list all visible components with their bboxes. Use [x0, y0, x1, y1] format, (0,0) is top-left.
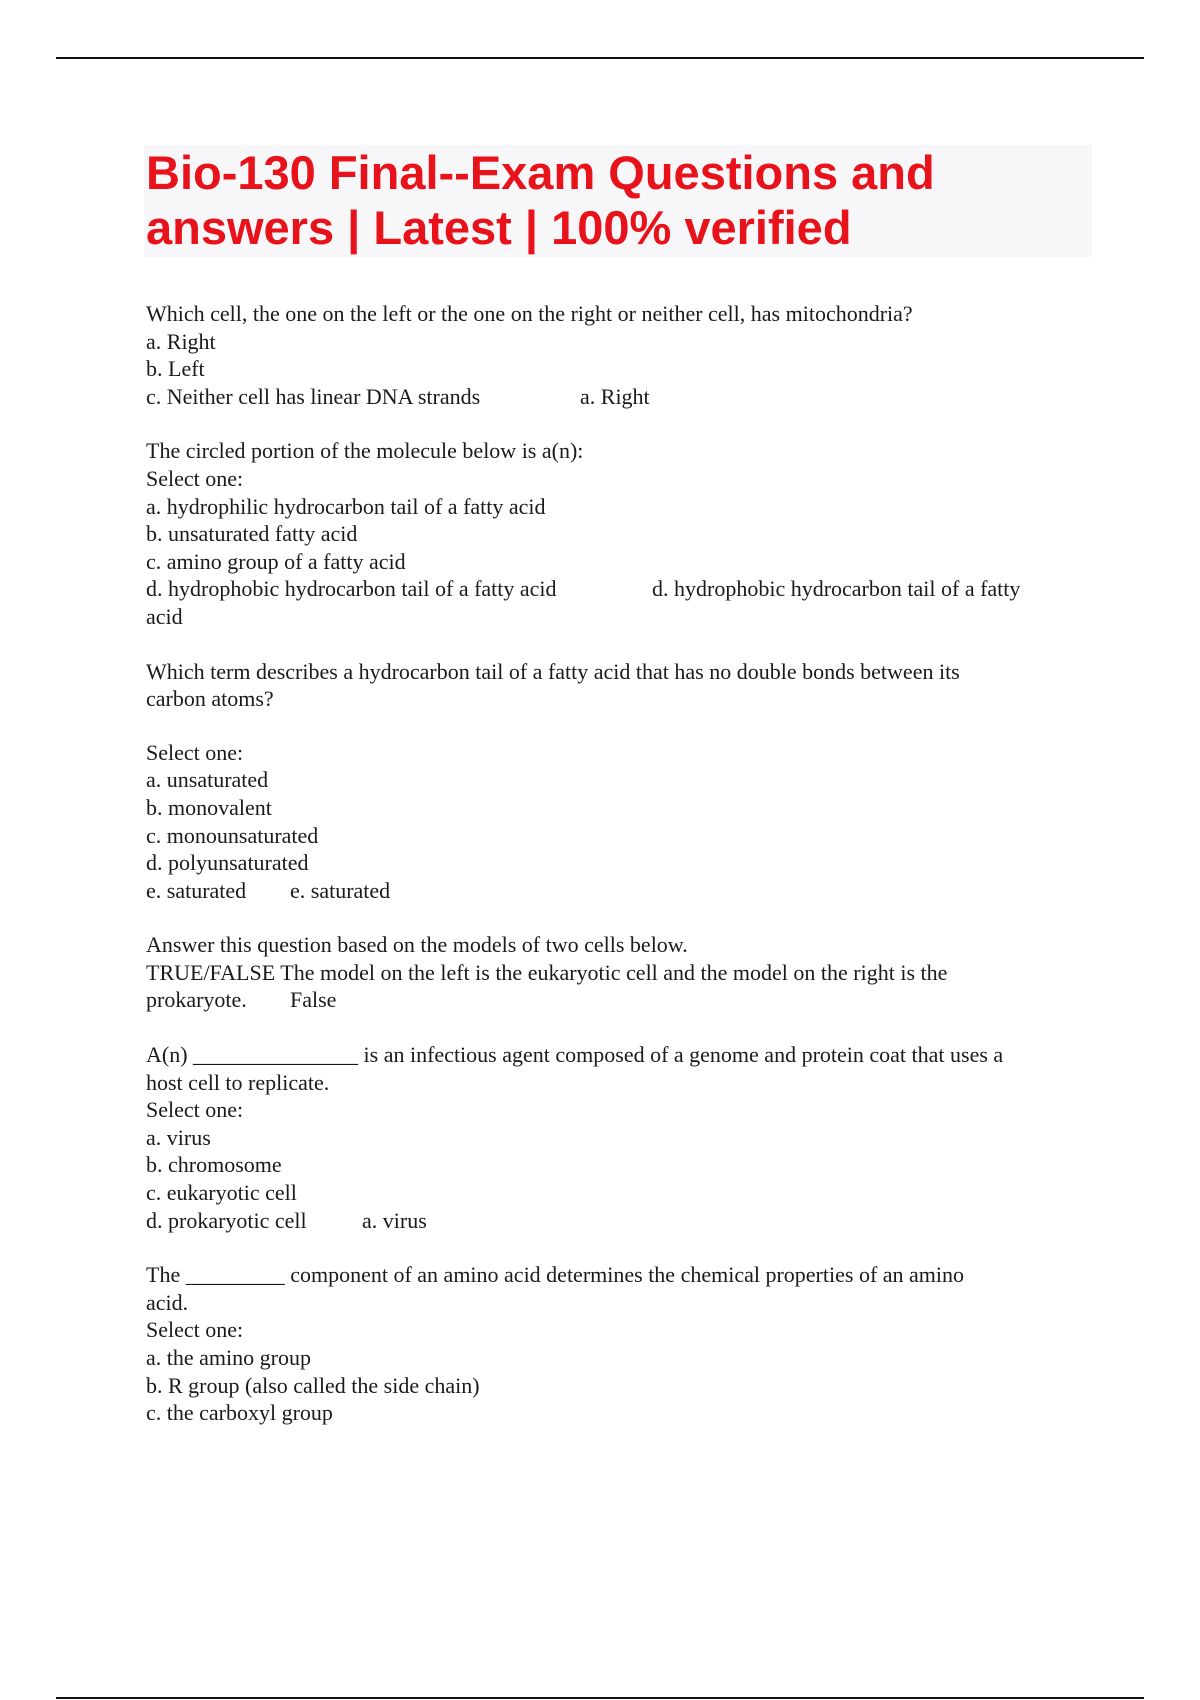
- question-4: [146, 931, 1096, 1014]
- answer: a. Right: [580, 383, 650, 409]
- option: a. the amino group: [146, 1345, 311, 1370]
- answer: e. saturated: [290, 877, 391, 903]
- title-line-1: Bio-130 Final--Exam Questions and: [146, 146, 935, 199]
- option: a. Right: [146, 328, 216, 354]
- question-text: A(n) _______________ is an infectious agent composed of a genome and protein coat that uses a: [146, 1042, 1004, 1068]
- option: c. monounsaturated: [146, 822, 319, 848]
- question-text: TRUE/FALSE The model on the left is the eukaryotic cell and the model on the right is the: [146, 959, 948, 985]
- question-text: acid.: [146, 1289, 189, 1315]
- select-prompt: Select one:: [146, 465, 244, 491]
- question-5: [146, 1041, 1096, 1234]
- select-prompt: Select one:: [146, 1097, 244, 1123]
- option: c. eukaryotic cell: [146, 1180, 297, 1206]
- option: b. R group (also called the side chain): [146, 1372, 480, 1398]
- option: b. Left: [146, 356, 205, 382]
- top-rule: [56, 57, 1144, 59]
- question-3: [146, 658, 1096, 905]
- option: c. the carboxyl group: [146, 1400, 333, 1426]
- question-text: Which term describes a hydrocarbon tail of a fatty acid that has no double bonds between its: [146, 658, 960, 684]
- answer: False: [290, 987, 337, 1013]
- option: a. virus: [146, 1124, 211, 1150]
- question-text: The _________ component of an amino acid determines the chemical properties of an amino: [146, 1262, 965, 1288]
- option: c. amino group of a fatty acid: [146, 548, 406, 574]
- option: c. Neither cell has linear DNA strands: [146, 383, 481, 409]
- question-1: [146, 300, 1096, 410]
- question-text: prokaryote.: [146, 987, 247, 1013]
- question-6: [146, 1261, 1096, 1427]
- answer: d. hydrophobic hydrocarbon tail of a fatty: [652, 576, 1021, 602]
- answer: a. virus: [362, 1207, 427, 1233]
- question-text: The circled portion of the molecule below is a(n):: [146, 438, 584, 464]
- option: d. hydrophobic hydrocarbon tail of a fatty acid: [146, 576, 557, 602]
- select-prompt: Select one:: [146, 739, 244, 765]
- question-list: [146, 300, 1096, 1427]
- option: e. saturated: [146, 877, 247, 903]
- question-text: carbon atoms?: [146, 686, 274, 712]
- answer-continued: acid: [146, 603, 183, 629]
- option: b. chromosome: [146, 1152, 282, 1178]
- option: d. prokaryotic cell: [146, 1207, 307, 1233]
- option: a. hydrophilic hydrocarbon tail of a fatty acid: [146, 493, 546, 519]
- bottom-rule: [56, 1697, 1144, 1699]
- option: a. unsaturated: [146, 767, 269, 793]
- question-text: Answer this question based on the models of two cells below.: [146, 932, 688, 958]
- option: b. unsaturated fatty acid: [146, 521, 358, 547]
- question-text: host cell to replicate.: [146, 1069, 330, 1095]
- document-title: [144, 145, 1092, 257]
- question-2: [146, 437, 1096, 630]
- title-line-2: answers | Latest | 100% verified: [146, 201, 852, 254]
- question-text: Which cell, the one on the left or the one on the right or neither cell, has mitochondria?: [146, 301, 913, 326]
- option: b. monovalent: [146, 794, 272, 820]
- option: d. polyunsaturated: [146, 850, 309, 876]
- select-prompt: Select one:: [146, 1317, 244, 1343]
